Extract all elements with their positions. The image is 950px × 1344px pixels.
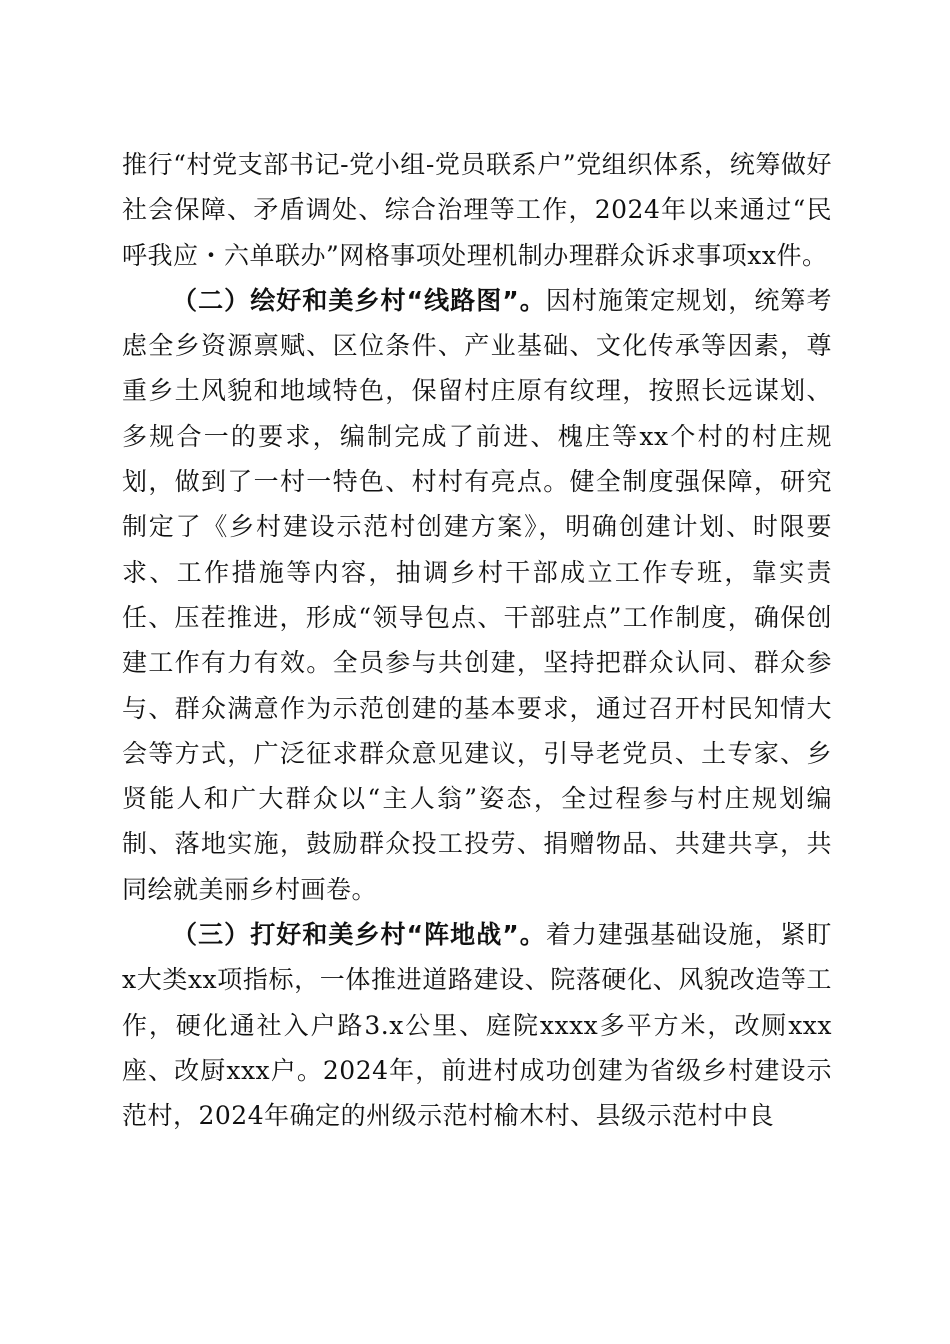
section-heading-2: （二）绘好和美乡村“线路图”。 <box>172 285 546 315</box>
section-heading-3: （三）打好和美乡村“阵地战”。 <box>172 920 546 950</box>
paragraph-2 <box>122 278 832 912</box>
document-body <box>122 142 832 1139</box>
paragraph-1-body: 推行“村党支部书记-党小组-党员联系户”党组织体系，统筹做好社会保障、矛盾调处、综合治理等工作，2024年以来通过“民呼我应・六单联办”网格事项处理机制办理群众诉求事项xx件。 <box>122 150 832 270</box>
paragraph-1 <box>122 142 832 278</box>
paragraph-2-body: 因村施策定规划，统筹考虑全乡资源禀赋、区位条件、产业基础、文化传承等因素，尊重乡土风貌和地域特色，保留村庄原有纹理，按照长远谋划、多规合一的要求，编制完成了前进、槐庄等xx个村的村庄规划，做到了一村一特色、村村有亮点。健全制度强保障，研究制定了《乡村建设示范村创建方案》，明确创建计划、时限要求、工作措施等内容，抽调乡村干部成立工作专班，靠实责任、压茬推进，形成“领导包点、干部驻点”工作制度，确保创建工作有力有效。全员参与共创建，坚持把群众认同、群众参与、群众满意作为示范创建的基本要求，通过召开村民知情大会等方式，广泛征求群众意见建议，引导老党员、土专家、乡贤能人和广大群众以“主人翁”姿态，全过程参与村庄规划编制、落地实施，鼓励群众投工投劳、捐赠物品、共建共享，共同绘就美丽乡村画卷。 <box>122 285 832 904</box>
paragraph-3 <box>122 912 832 1138</box>
paragraph-3-body: 着力建强基础设施，紧盯x大类xx项指标，一体推进道路建设、院落硬化、风貌改造等工作，硬化通社入户路3.x公里、庭院xxxx多平方米，改厕xxx座、改厨xxx户。2024年，前进村成功创建为省级乡村建设示范村，2024年确定的州级示范村榆木村、县级示范村中良 <box>122 920 832 1131</box>
